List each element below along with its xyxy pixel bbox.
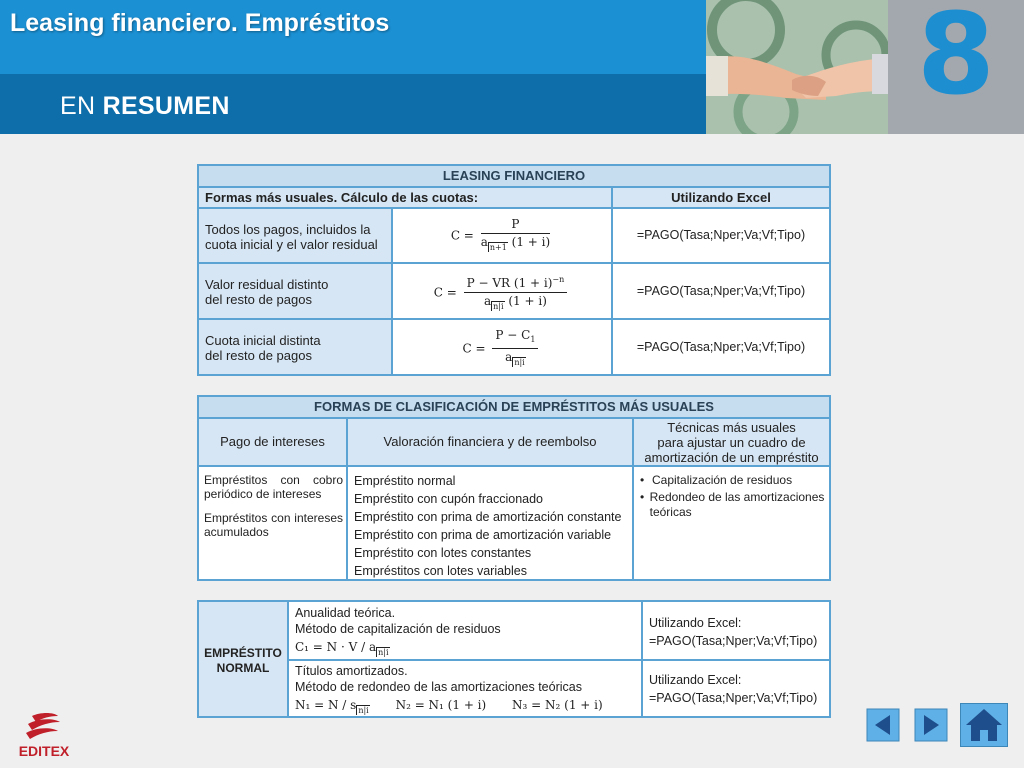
previous-arrow-icon	[866, 708, 900, 742]
formula-lhs: C =	[433, 285, 457, 300]
leasing-row-label	[199, 209, 391, 262]
subtitle-main: RESUMEN	[102, 92, 230, 120]
numerator-text: P − VR (1 + i)	[466, 276, 553, 290]
chapter-number-box	[888, 0, 1024, 134]
formula-a: N₁ = N / s	[295, 698, 357, 712]
label-line: Valor residual distinto	[205, 277, 329, 292]
formula-c: N₃ = N₂ (1 + i)	[512, 698, 603, 712]
annuity-subscript: n+1	[489, 243, 507, 252]
emprestitos-col1-header: Pago de intereses	[199, 419, 346, 465]
emprestitos-col3-header	[634, 419, 829, 465]
formula-b: N₂ = N₁ (1 + i)	[395, 698, 487, 712]
method-title: Anualidad teórica.	[295, 606, 396, 620]
denominator-tail: (1 + i)	[508, 294, 547, 308]
list-item: Empréstito con cupón fraccionado	[354, 492, 543, 506]
next-button[interactable]	[914, 708, 948, 742]
emprestitos-table	[197, 395, 831, 581]
normal-row-2	[295, 663, 641, 719]
fraction	[464, 272, 568, 314]
label-line: Cuota inicial distinta	[205, 333, 321, 348]
leasing-table-title: LEASING FINANCIERO	[199, 166, 829, 186]
list-item: Empréstito con prima de amortización variable	[354, 528, 612, 542]
emprestitos-col2-header: Valoración financiera y de reembolso	[348, 419, 632, 465]
formula-text: C₁ = N · V / a	[295, 640, 377, 654]
emprestito-normal-table	[197, 600, 831, 718]
denominator	[492, 349, 538, 370]
method-title: Títulos amortizados.	[295, 664, 408, 678]
leasing-table	[197, 164, 831, 376]
denominator	[481, 234, 550, 255]
label-line: Todos los pagos, incluidos la	[205, 222, 371, 237]
header-line: para ajustar un cuadro de	[657, 435, 806, 450]
list-item: Empréstito con prima de amortización constante	[354, 510, 622, 524]
emprestito-normal-label	[199, 602, 287, 716]
label-line: cuota inicial y el valor residual	[205, 237, 378, 252]
leasing-row-label	[199, 264, 391, 318]
list-item: Empréstitos con cobro periódico de intereses	[204, 473, 343, 501]
numerator-subscript: 1	[530, 335, 536, 344]
list-item: Empréstito normal	[354, 474, 456, 488]
leasing-excel-formula: =PAGO(Tasa;Nper;Va;Vf;Tipo)	[636, 284, 806, 298]
slide-title: Leasing financiero. Empréstitos	[10, 9, 390, 37]
excel-formula: =PAGO(Tasa;Nper;Va;Vf;Tipo)	[649, 691, 818, 705]
chapter-number: 8	[917, 0, 995, 120]
leasing-col3-header: Utilizando Excel	[613, 188, 829, 207]
leasing-formula	[393, 264, 611, 318]
numerator: P	[481, 217, 550, 234]
editex-logo-mark	[10, 712, 78, 760]
handshake-euro-image	[706, 0, 888, 134]
interest-payment-list	[204, 473, 343, 539]
bullet-icon: •	[640, 490, 645, 504]
home-button[interactable]	[960, 703, 1008, 747]
annuity-symbol: a	[480, 235, 488, 249]
label-line: EMPRÉSTITO	[204, 646, 282, 660]
subtitle-prefix: EN	[60, 92, 96, 120]
techniques-list	[640, 473, 826, 520]
handshake-euro-photo	[706, 0, 888, 134]
bullet-icon: •	[640, 473, 645, 487]
leasing-formula	[393, 320, 611, 374]
next-arrow-icon	[914, 708, 948, 742]
annuity-symbol: a	[505, 350, 513, 364]
annuity-symbol: a	[483, 294, 492, 308]
method-subtitle: Método de capitalización de residuos	[295, 622, 501, 636]
leasing-excel-formula: =PAGO(Tasa;Nper;Va;Vf;Tipo)	[636, 340, 806, 354]
denominator-tail: (1 + i)	[511, 235, 551, 249]
list-item: Redondeo de las amortizaciones teóricas	[649, 490, 825, 519]
method-formula	[295, 639, 641, 661]
fraction	[492, 328, 538, 370]
numerator	[464, 272, 568, 293]
accumulation-subscript: n|i	[358, 706, 369, 715]
bullet-item	[640, 473, 826, 488]
excel-label: Utilizando Excel:	[649, 673, 742, 687]
emprestitos-table-title: FORMAS DE CLASIFICACIÓN DE EMPRÉSTITOS MÁS USUALES	[199, 397, 829, 417]
label-line: NORMAL	[216, 661, 270, 675]
leasing-col1-header: Formas más usuales. Cálculo de las cuotas:	[199, 188, 611, 207]
home-icon	[961, 704, 1007, 746]
label-line: del resto de pagos	[205, 292, 312, 307]
excel-formula: =PAGO(Tasa;Nper;Va;Vf;Tipo)	[649, 634, 818, 648]
numerator	[492, 328, 538, 349]
formula-lhs: C =	[462, 341, 486, 356]
method-subtitle: Método de redondeo de las amortizaciones teóricas	[295, 680, 582, 694]
editex-logo-text: EDITEX	[18, 743, 70, 759]
editex-logo	[10, 712, 78, 760]
normal-row-2-excel	[649, 671, 829, 707]
formula-lhs: C =	[450, 228, 474, 243]
leasing-row-label	[199, 320, 391, 374]
annuity-subscript: n|i	[514, 358, 525, 367]
fraction	[481, 217, 550, 255]
normal-row-1	[295, 605, 641, 661]
normal-row-1-excel	[649, 614, 829, 650]
method-formula	[295, 697, 641, 719]
previous-button[interactable]	[866, 708, 900, 742]
leasing-formula	[393, 209, 611, 262]
list-item: Capitalización de residuos	[652, 473, 793, 487]
numerator-text: P − C	[495, 328, 531, 342]
list-item: Empréstitos con intereses acumulados	[204, 511, 343, 539]
annuity-subscript: n|i	[493, 302, 504, 311]
slide-subtitle	[60, 92, 230, 121]
excel-label: Utilizando Excel:	[649, 616, 742, 630]
bullet-item	[640, 490, 826, 520]
annuity-subscript: n|i	[378, 648, 389, 657]
numerator-exponent: −n	[552, 275, 565, 284]
label-line: del resto de pagos	[205, 348, 312, 363]
list-item: Empréstitos con lotes variables	[354, 564, 527, 578]
header-line: Técnicas más usuales	[667, 420, 796, 435]
denominator	[464, 293, 568, 314]
list-item: Empréstito con lotes constantes	[354, 546, 532, 560]
valuation-list	[354, 472, 632, 580]
leasing-excel-formula: =PAGO(Tasa;Nper;Va;Vf;Tipo)	[636, 228, 806, 242]
header-line: amortización de un empréstito	[644, 450, 819, 465]
